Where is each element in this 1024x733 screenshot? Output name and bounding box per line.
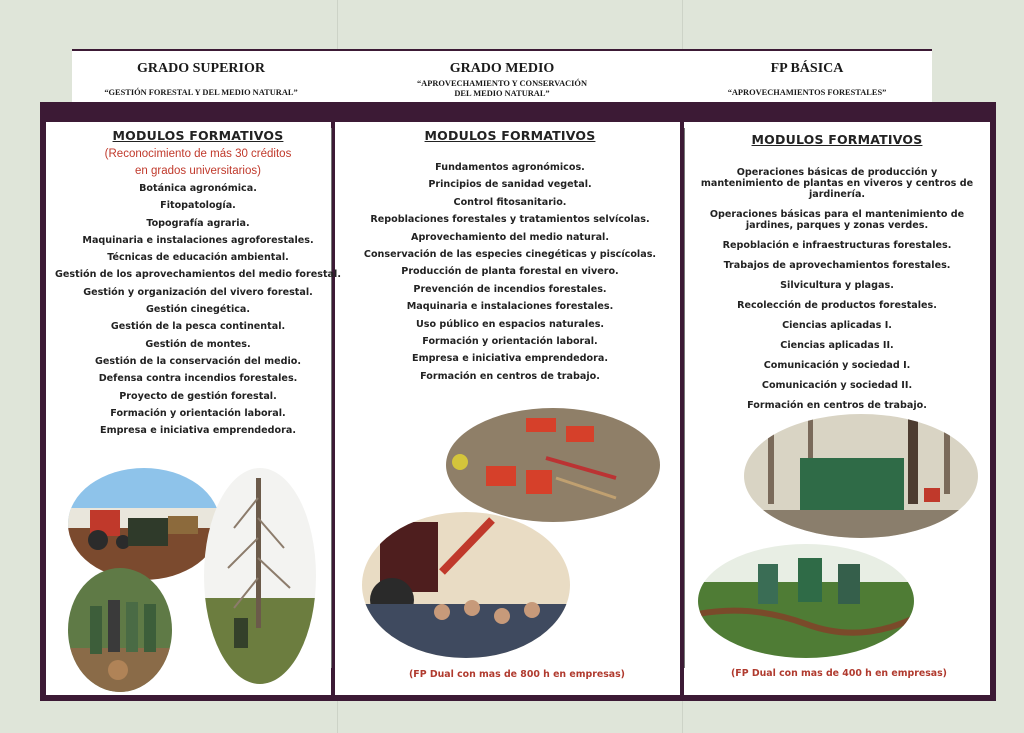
- header-basica-subtitle: “APROVECHAMIENTOS FORESTALES”: [727, 88, 887, 97]
- header-medio-title: GRADO MEDIO: [449, 61, 555, 76]
- module-item: Producción de planta forestal en vivero.: [401, 266, 619, 278]
- module-item: Gestión de la conservación del medio.: [95, 355, 301, 367]
- dual-note-medio: (FP Dual con mas de 800 h en empresas): [409, 669, 625, 680]
- students-machinery-photo: [362, 512, 570, 658]
- dead-tree-photo: [204, 468, 316, 684]
- module-item: Recolección de productos forestales.: [737, 300, 937, 311]
- column-basica: [696, 128, 978, 420]
- module-list-basica: [696, 167, 978, 411]
- header-medio-subtitle-2: DEL MEDIO NATURAL”: [454, 89, 550, 98]
- modules-title-superior: MODULOS FORMATIVOS: [112, 128, 284, 143]
- credits-note-line2: en grados universitarios): [135, 165, 261, 177]
- module-item: Comunicación y sociedad II.: [761, 380, 913, 391]
- module-item: Ciencias aplicadas I.: [782, 320, 892, 331]
- group-forest-photo: [744, 414, 978, 538]
- dual-note-basica: (FP Dual con mas de 400 h en empresas): [731, 668, 947, 679]
- module-item: Técnicas de educación ambiental.: [107, 252, 289, 264]
- module-item: Repoblaciones forestales y tratamientos selvícolas.: [370, 214, 650, 226]
- module-item: Conservación de las especies cinegéticas y piscícolas.: [363, 248, 657, 260]
- module-item: Trabajos de aprovechamientos forestales.: [723, 260, 951, 271]
- header-basica: [682, 51, 932, 109]
- module-item: Repoblación e infraestructuras forestales.: [722, 240, 952, 251]
- module-item: Aprovechamiento del medio natural.: [411, 231, 609, 243]
- module-item: Gestión de la pesca continental.: [110, 321, 286, 333]
- module-item: Formación en centros de trabajo.: [747, 400, 927, 411]
- module-item: Proyecto de gestión forestal.: [119, 390, 277, 402]
- module-item: Fundamentos agronómicos.: [435, 162, 585, 173]
- module-item: Gestión cinegética.: [145, 304, 251, 316]
- module-item: Gestión y organización del vivero forestal.: [83, 286, 313, 298]
- module-item: Formación en centros de trabajo.: [420, 370, 600, 382]
- module-item: Empresa e iniciativa emprendedora.: [412, 353, 608, 365]
- header-band: [72, 49, 932, 107]
- module-item: Comunicación y sociedad I.: [763, 360, 911, 371]
- module-item: Operaciones básicas para el mantenimiento de jardines, parques y zonas verdes.: [709, 209, 965, 231]
- module-item: Uso público en espacios naturales.: [415, 318, 605, 330]
- header-medio: [362, 51, 642, 109]
- module-item: Principios de sanidad vegetal.: [428, 179, 592, 191]
- module-item: Empresa e iniciativa emprendedora.: [100, 425, 296, 437]
- tractor-photo: [68, 468, 220, 580]
- module-item: Operaciones básicas de producción y mantenimiento de plantas en viveros y centros de jardinería.: [700, 167, 974, 200]
- module-item: Gestión de los aprovechamientos del medio forestal.: [55, 269, 341, 281]
- modules-title-basica: MODULOS FORMATIVOS: [751, 132, 923, 147]
- module-item: Ciencias aplicadas II.: [780, 340, 894, 351]
- header-medio-subtitle-1: “APROVECHAMIENTO Y CONSERVACIÓN: [416, 79, 587, 88]
- modules-title-medio: MODULOS FORMATIVOS: [424, 128, 596, 143]
- garden-work-photo: [698, 544, 914, 658]
- chainsaw-tools-photo: [446, 408, 660, 522]
- column-superior: [52, 128, 344, 442]
- module-item: Defensa contra incendios forestales.: [98, 373, 298, 385]
- module-item: Maquinaria e instalaciones forestales.: [406, 301, 614, 313]
- column-divider: [684, 128, 685, 668]
- module-item: Silvicultura y plagas.: [780, 280, 894, 291]
- module-item: Prevención de incendios forestales.: [413, 283, 607, 295]
- module-item: Formación y orientación laboral.: [422, 335, 598, 347]
- header-superior-title: GRADO SUPERIOR: [137, 61, 265, 76]
- module-item: Fitopatología.: [160, 200, 236, 212]
- module-item: Botánica agronómica.: [139, 183, 257, 194]
- header-superior-subtitle: “GESTIÓN FORESTAL Y DEL MEDIO NATURAL”: [104, 88, 298, 97]
- module-item: Gestión de montes.: [145, 338, 251, 350]
- module-item: Control fitosanitario.: [453, 196, 567, 208]
- column-medio: [360, 128, 660, 388]
- credits-note-line1: (Reconocimiento de más 30 créditos: [104, 148, 292, 160]
- students-forest-photo: [68, 568, 172, 692]
- module-list-superior: [52, 183, 344, 436]
- module-item: Topografía agraria.: [146, 217, 250, 229]
- header-basica-title: FP BÁSICA: [770, 61, 844, 76]
- module-item: Formación y orientación laboral.: [110, 407, 286, 419]
- module-list-medio: [360, 162, 660, 382]
- header-superior: [72, 51, 330, 109]
- module-item: Maquinaria e instalaciones agroforestales.: [82, 234, 314, 246]
